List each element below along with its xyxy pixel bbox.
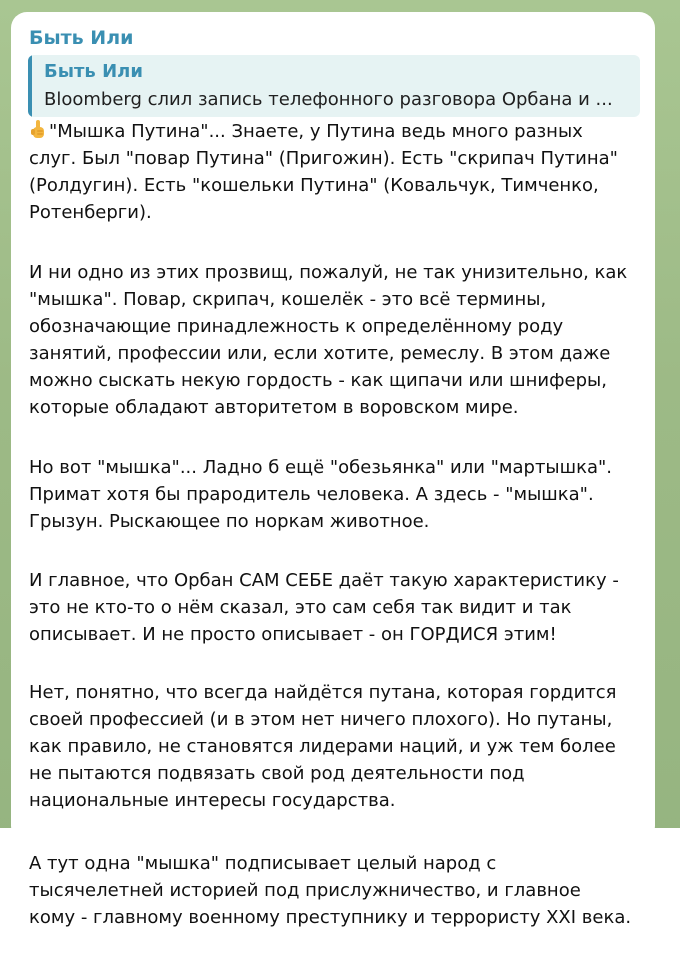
message-line-text: "Мышка Путина"... Знаете, у Путина ведь много разных: [49, 121, 583, 142]
message-line: как правило, не становятся лидерами наций, и уж тем более: [29, 736, 616, 757]
message-line: Грызун. Рыскающее по норкам животное.: [29, 511, 430, 532]
message-line: И ни одно из этих прозвищ, пожалуй, не так унизительно, как: [29, 262, 628, 283]
message-line: описывает. И не просто описывает - он ГОРДИСЯ этим!: [29, 624, 557, 645]
message-paragraph: [29, 454, 635, 535]
message-line: своей профессией (и в этом нет ничего плохого). Но путаны,: [29, 709, 613, 730]
reply-text: Bloomberg слил запись телефонного разговора Орбана и ...: [44, 89, 613, 110]
message-line: не пытаются подвязать свой род деятельности под: [29, 763, 525, 784]
message-line: занятий, профессии или, если хотите, ремеслу. В этом даже: [29, 343, 611, 364]
message-line: можно сыскать некую гордость - как щипачи или шниферы,: [29, 370, 607, 391]
message-line: "мышка". Повар, скрипач, кошелёк - это всё термины,: [29, 289, 547, 310]
message-line: кому - главному военному преступнику и террористу XXI века.: [29, 907, 632, 928]
message-paragraph: [29, 118, 635, 226]
message-line: тысячелетней историей под прислужничество, и главное: [29, 880, 581, 901]
message-line: которые обладают авторитетом в воровском мире.: [29, 397, 519, 418]
message-paragraph: [29, 567, 635, 648]
message-line: это не кто-то о нём сказал, это сам себя так видит и так: [29, 597, 572, 618]
sender-name[interactable]: Быть Или: [29, 27, 134, 49]
message-line: обозначающие принадлежность к определённому роду: [29, 316, 564, 337]
message-line: слуг. Был "повар Путина" (Пригожин). Есть "скрипач Путина": [29, 148, 618, 169]
message-line: Но вот "мышка"... Ладно б ещё "обезьянка" или "мартышка".: [29, 457, 613, 478]
message-line: [29, 118, 635, 145]
message-paragraph: [29, 679, 635, 814]
message-line: Нет, понятно, что всегда найдётся путана, которая гордится: [29, 682, 617, 703]
reply-title: Быть Или: [44, 61, 143, 82]
reply-accent-bar: [28, 55, 32, 117]
pointing-up-icon: [29, 119, 47, 140]
message-paragraph: [29, 850, 635, 931]
message-line: национальные интересы государства.: [29, 790, 396, 811]
reply-preview[interactable]: [28, 55, 640, 117]
message-line: А тут одна "мышка" подписывает целый народ с: [29, 853, 497, 874]
message-line: И главное, что Орбан САМ СЕБЕ даёт такую характеристику -: [29, 570, 619, 591]
message-line: (Ролдугин). Есть "кошельки Путина" (Ковальчук, Тимченко,: [29, 175, 599, 196]
message-line: Примат хотя бы прародитель человека. А здесь - "мышка".: [29, 484, 594, 505]
message-line: Ротенберги).: [29, 202, 152, 223]
message-paragraph: [29, 259, 635, 421]
